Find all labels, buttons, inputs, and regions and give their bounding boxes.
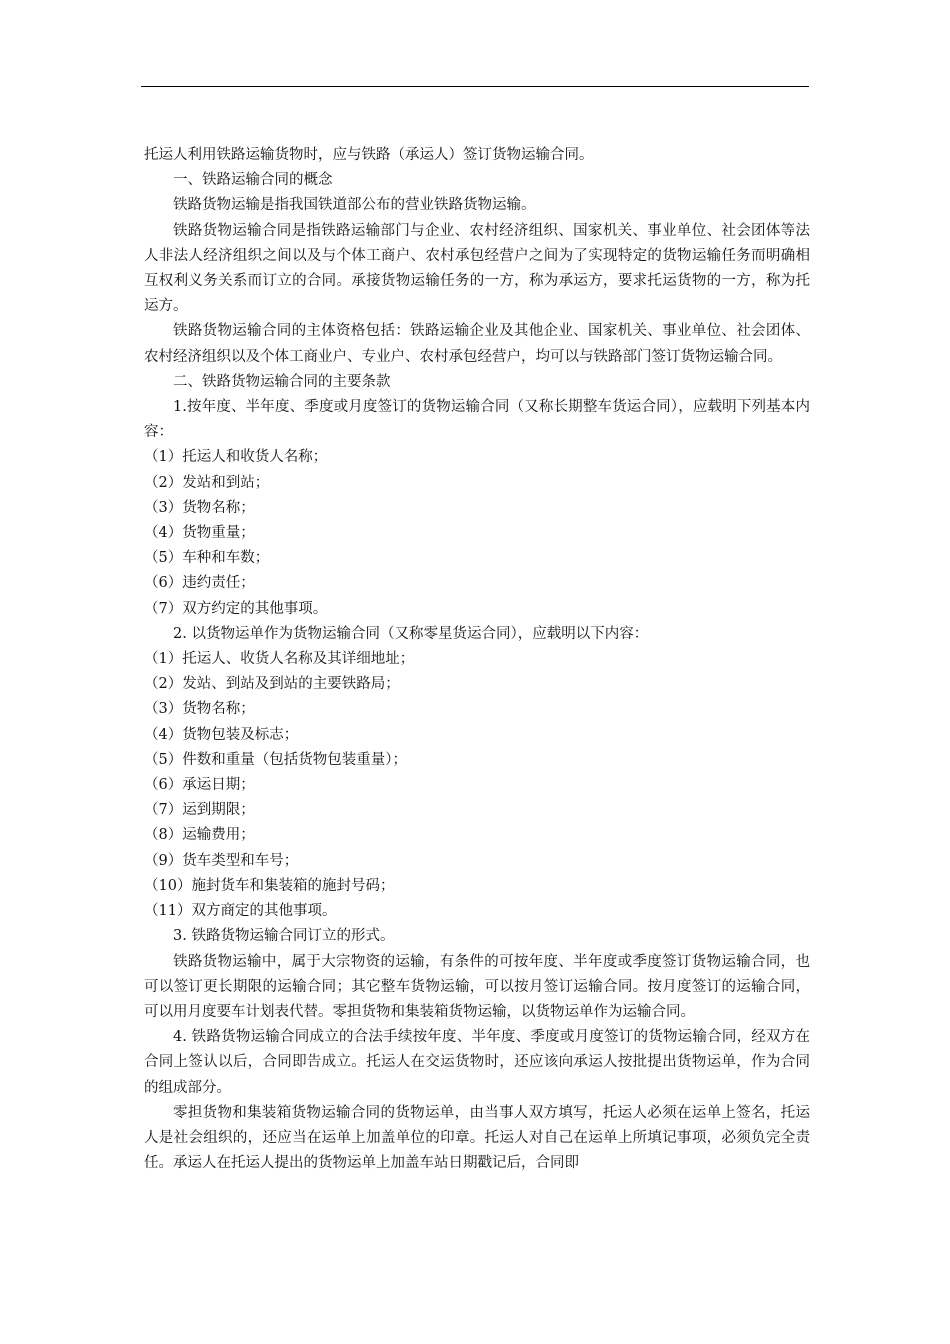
list-item: （9）货车类型和车号； bbox=[144, 852, 299, 869]
list-item: （11）双方商定的其他事项。 bbox=[144, 903, 337, 920]
list-item: （2）发站和到站； bbox=[144, 474, 270, 491]
paragraph: 2. 以货物运单作为货物运输合同（又称零星货运合同），应载明以下内容： bbox=[173, 625, 649, 642]
list-item: （4）货物包装及标志； bbox=[144, 726, 299, 743]
paragraph: 铁路货物运输合同的主体资格包括：铁路运输企业及其他企业、国家机关、事业单位、社会团体、农村经济组织以及个体工商业户、专业户、农村承包经营户，均可以与铁路部门签订货物运输合同。 bbox=[144, 323, 810, 365]
list-item: （1）托运人、收货人名称及其详细地址； bbox=[144, 651, 415, 668]
list-item: （3）货物名称； bbox=[144, 499, 255, 516]
list-item: （5）车种和车数； bbox=[144, 550, 270, 567]
header-rule bbox=[141, 86, 809, 87]
list-item: （2）发站、到站及到站的主要铁路局； bbox=[144, 676, 400, 693]
paragraph: 零担货物和集装箱货物运输合同的货物运单，由当事人双方填写，托运人必须在运单上签名，托运人是社会组织的，还应当在运单上加盖单位的印章。托运人对自己在运单上所填记事项，必须负完全责任。承运人在托运人提出的货物运单上加盖车站日期戳记后，合同即 bbox=[144, 1104, 810, 1172]
paragraph: 1.按年度、半年度、季度或月度签订的货物运输合同（又称长期整车货运合同），应载明下列基本内容： bbox=[144, 399, 810, 441]
list-item: （3）货物名称； bbox=[144, 701, 255, 718]
paragraph: 托运人利用铁路运输货物时，应与铁路（承运人）签订货物运输合同。 bbox=[144, 147, 594, 163]
document-body bbox=[144, 143, 810, 1176]
paragraph: 铁路货物运输中，属于大宗物资的运输，有条件的可按年度、半年度或季度签订货物运输合同，也可以签订更长期限的运输合同；其它整车货物运输，可以按月签订运输合同。按月度签订的运输合同，可以用月度要车计划表代替。零担货物和集装箱货物运输，以货物运单作为运输合同。 bbox=[144, 953, 810, 1020]
paragraph: 一、铁路运输合同的概念 bbox=[173, 172, 333, 189]
list-item: （5）件数和重量（包括货物包装重量）； bbox=[144, 751, 407, 768]
list-item: （4）货物重量； bbox=[144, 525, 255, 542]
paragraph: 3. 铁路货物运输合同订立的形式。 bbox=[173, 928, 395, 945]
list-item: （6）承运日期； bbox=[144, 777, 255, 794]
paragraph: 二、铁路货物运输合同的主要条款 bbox=[173, 373, 391, 390]
paragraph: 铁路货物运输合同是指铁路运输部门与企业、农村经济组织、国家机关、事业单位、社会团体等法人非法人经济组织之间以及与个体工商户、农村承包经营户之间为了实现特定的货物运输任务而明确相互权利义务关系而订立的合同。承接货物运输任务的一方，称为承运方，要求托运货物的一方，称为托运方。 bbox=[144, 222, 810, 315]
paragraph: 铁路货物运输是指我国铁道部公布的营业铁路货物运输。 bbox=[173, 197, 536, 214]
list-item: （10）施封货车和集装箱的施封号码； bbox=[144, 877, 395, 894]
paragraph: 4. 铁路货物运输合同成立的合法手续按年度、半年度、季度或月度签订的货物运输合同，经双方在合同上签认以后，合同即告成立。托运人在交运货物时，还应该向承运人按批提出货物运单，作为合同的组成部分。 bbox=[144, 1029, 810, 1096]
list-item: （7）双方约定的其他事项。 bbox=[144, 600, 328, 617]
list-item: （6）违约责任； bbox=[144, 575, 255, 592]
list-item: （7）运到期限； bbox=[144, 802, 255, 819]
list-item: （8）运输费用； bbox=[144, 827, 255, 844]
list-item: （1）托运人和收货人名称； bbox=[144, 449, 328, 466]
